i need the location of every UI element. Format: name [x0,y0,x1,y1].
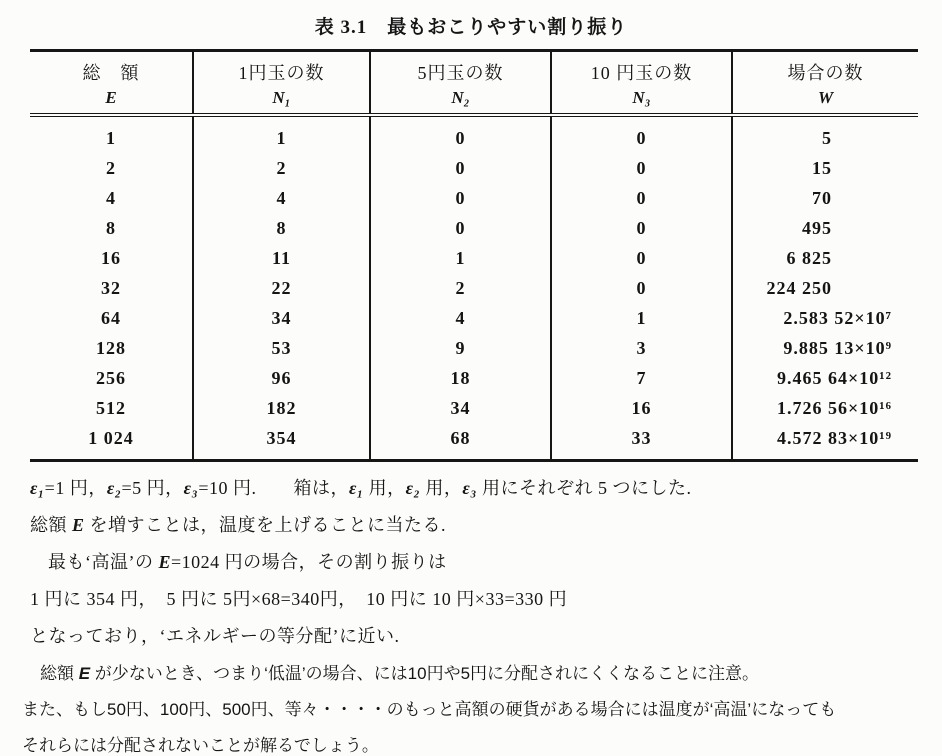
table-cell: 2 [193,153,370,183]
table-header-row [30,51,918,116]
table-cell: 6 825 [786,247,832,268]
table-cell: 2 [370,273,551,303]
table-cell: 34 [193,303,370,333]
column-header [551,51,732,116]
table-cell: 5 [822,127,832,148]
caption-notes [22,474,920,756]
note-text: E [158,552,172,572]
table-cell: 1 [193,115,370,153]
scanned-page [0,12,942,755]
note-text: ε₁ [30,478,45,498]
table-cell: 0 [551,213,732,243]
table-cell: 0 [551,243,732,273]
table-cell: 53 [193,333,370,363]
column-symbol: E [105,88,117,107]
table-cell: 128 [30,333,193,363]
note-line [30,548,920,574]
table-cell: 1.726 56×10¹⁶ [776,397,892,418]
note-text: 最も‘高温’の [48,552,159,572]
column-symbol: N₂ [451,88,470,107]
note-text: 用， [363,478,406,498]
note-text: =5 円， [121,478,184,498]
note-text: E [78,664,91,683]
table-cell: 1 [551,303,732,333]
column-label: 10 円玉の数 [590,63,693,83]
table-row [30,333,918,363]
table-cell: 0 [370,153,551,183]
table-cell: 1 [30,115,193,153]
table-cell: 32 [30,273,193,303]
note-line [22,695,920,720]
table-cell: 495 [802,217,832,238]
table-cell: 0 [551,153,732,183]
note-text: 用にそれぞれ 5 つにした. [477,478,692,498]
note-text: 1 円に 354 円， 5 円に 5円×68=340円， 10 円に 10 円×33=330 円 [30,589,568,609]
table-cell: 1 024 [30,423,193,461]
note-text: =1024 円の場合，その割り振りは [171,552,447,572]
column-header [732,51,918,116]
table-cell: 0 [551,183,732,213]
table-cell: 4 [370,303,551,333]
table-cell: 9.885 13×10⁹ [783,337,892,358]
table-cell: 224 250 [766,277,832,298]
note-line [30,585,920,611]
table-cell: 512 [30,393,193,423]
note-text: 総額 [30,515,72,535]
table-cell: 0 [370,183,551,213]
column-header [370,51,551,116]
table-cell: 70 [812,187,832,208]
table-cell: 16 [30,243,193,273]
column-label: 場合の数 [787,63,864,83]
table-cell: 18 [370,363,551,393]
table-cell: 354 [193,423,370,461]
table-cell: 0 [370,115,551,153]
note-text: を増すことは，温度を上げることに当たる. [84,515,447,535]
table-cell: 15 [812,157,832,178]
table-row [30,363,918,393]
table-cell: 182 [193,393,370,423]
note-text: =10 円. 箱は， [198,478,349,498]
note-line [30,511,920,537]
table-row [30,273,918,303]
table-cell: 2.583 52×10⁷ [783,307,892,328]
table-row [30,183,918,213]
note-text: が少ないとき、つまり‘低温’の場合、には10円や5円に分配されにくくなることに注意。 [90,664,760,683]
note-text: ε₂ [106,478,122,498]
column-header [30,51,193,116]
note-text: ε₁ [348,478,364,498]
table-cell: 256 [30,363,193,393]
table-cell: 4 [193,183,370,213]
table-title: 表 3.1 最もおこりやすい割り振り [314,17,628,38]
note-text: E [72,515,85,535]
table-cell: 96 [193,363,370,393]
table-cell: 22 [193,273,370,303]
note-text: それらには分配されないことが解るでしょう。 [22,736,379,755]
table-row [30,115,918,153]
table-row [30,153,918,183]
table-row [30,303,918,333]
table-row [30,243,918,273]
note-text: また、もし50円、100円、500円、等々・・・・のもっと高額の硬貨がある場合には温度が‘高温’になっても [22,700,837,719]
table-body [30,115,918,461]
table-cell: 9 [370,333,551,363]
table-row [30,393,918,423]
table-cell: 0 [551,273,732,303]
table-cell: 64 [30,303,193,333]
table-cell: 2 [30,153,193,183]
table-cell: 1 [370,243,551,273]
table-cell: 4 [30,183,193,213]
table-cell: 8 [193,213,370,243]
note-text: 用， [420,478,463,498]
probability-table [30,49,918,462]
column-label: 5円玉の数 [417,63,504,83]
note-text: となっており，‘エネルギーの等分配’に近い. [30,626,400,646]
note-text: ε₃ [183,478,199,498]
column-symbol: N₁ [272,88,291,107]
table-cell: 8 [30,213,193,243]
table-cell: 7 [551,363,732,393]
table-cell: 0 [370,213,551,243]
table-cell: 16 [551,393,732,423]
table-cell: 0 [551,115,732,153]
note-text: 総額 [40,664,79,683]
table-cell: 34 [370,393,551,423]
table-cell: 33 [551,423,732,461]
table-row [30,423,918,461]
table-row [30,213,918,243]
table-cell: 9.465 64×10¹² [776,367,892,388]
note-line [30,622,920,648]
note-text: ε₂ [405,478,421,498]
column-header [193,51,370,116]
note-line [22,731,920,756]
table-cell: 11 [193,243,370,273]
column-symbol: N₃ [632,88,651,107]
note-line [30,474,920,500]
column-label: 1円玉の数 [238,63,325,83]
note-line [22,659,920,684]
column-symbol: W [817,88,834,107]
note-text: =1 円， [44,478,107,498]
column-label: 総 額 [82,63,140,83]
table-cell: 68 [370,423,551,461]
note-text: ε₃ [462,478,477,498]
table-cell: 3 [551,333,732,363]
table-cell: 4.572 83×10¹⁹ [776,427,892,448]
